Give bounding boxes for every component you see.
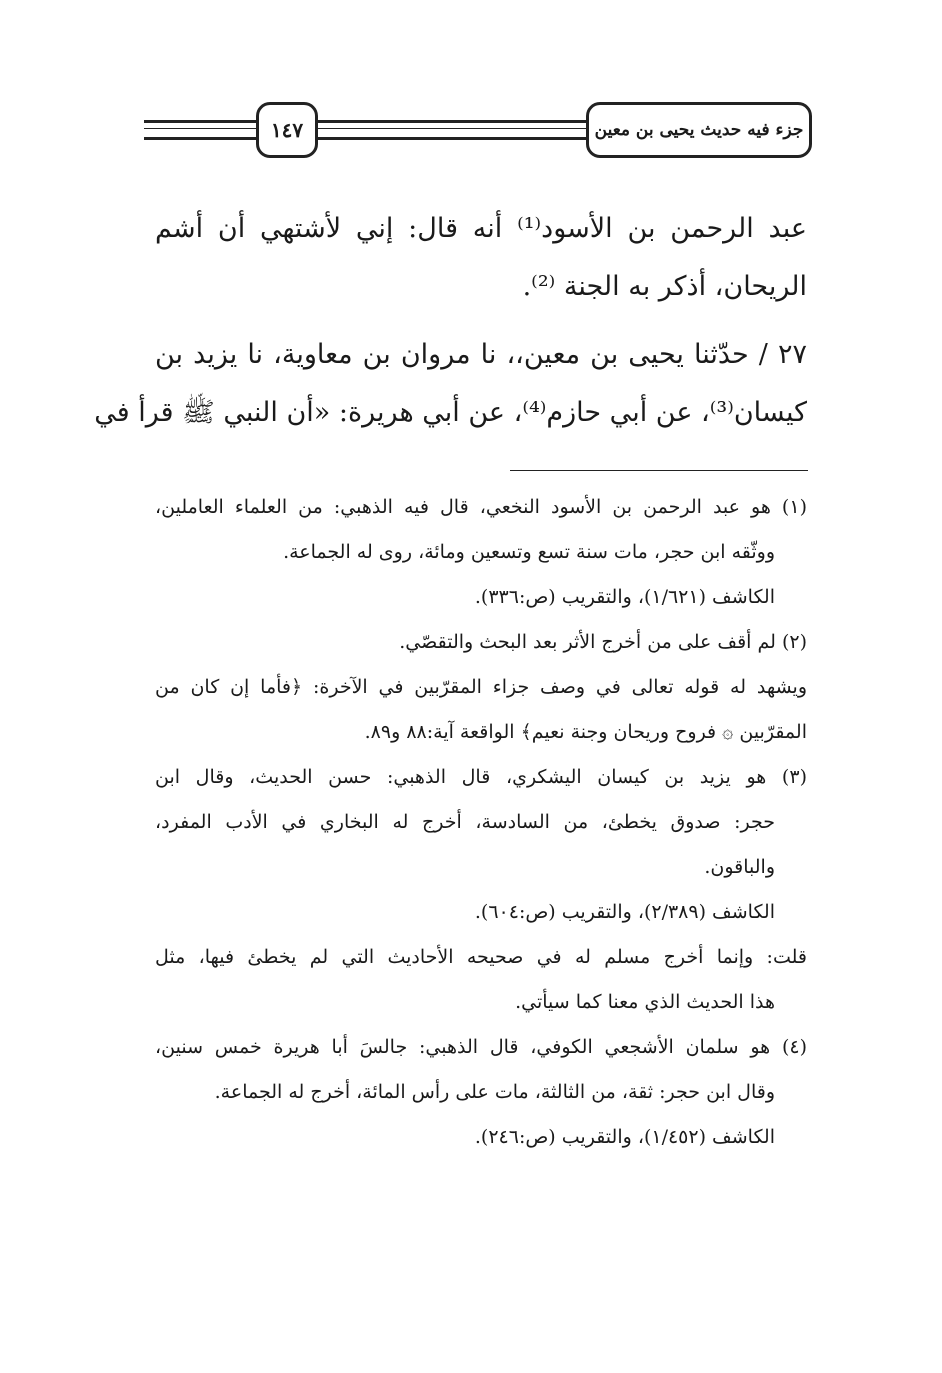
main-text (94, 200, 807, 442)
body-line: الريحان، أذكر به الجنة ⁽²⁾. (522, 271, 807, 302)
footnote-line: ووثّقه ابن حجر، مات سنة تسع وتسعين ومائة، روى له الجماعة. (283, 541, 775, 563)
running-title: جزء فيه حديث يحيى بن معين (586, 102, 812, 158)
page-header (140, 100, 812, 160)
footnote-line: الكاشف (١/٦٢١)، والتقريب (ص:٣٣٦). (474, 586, 775, 608)
footnote-line: حجر: صدوق يخطئ، من السادسة، أخرج له البخاري في الأدب المفرد، (155, 811, 775, 833)
body-line: عبد الرحمن بن الأسود⁽¹⁾ أنه قال: إني لأشتهي أن أشم (155, 213, 807, 244)
body-line: كيسان⁽³⁾، عن أبي حازم⁽⁴⁾، عن أبي هريرة: «أن النبي ﷺ قرأ في (94, 397, 807, 428)
footnote-line: (١) هو عبد الرحمن بن الأسود النخعي، قال فيه الذهبي: من العلماء العاملين، (155, 496, 807, 518)
footnote-separator (510, 470, 808, 471)
footnotes (155, 485, 807, 1160)
footnote-line: الكاشف (١/٤٥٢)، والتقريب (ص:٢٤٦). (474, 1126, 775, 1148)
footnote-line: وقال ابن حجر: ثقة، من الثالثة، مات على رأس المائة، أخرج له الجماعة. (214, 1081, 775, 1103)
footnote-line: هذا الحديث الذي معنا كما سيأتي. (515, 991, 775, 1013)
footnote-line: (٤) هو سلمان الأشجعي الكوفي، قال الذهبي: جالسَ أبا هريرة خمس سنين، (155, 1036, 807, 1058)
footnote-line: (٢) لم أقف على من أخرج الأثر بعد البحث والتقصّي. (399, 631, 807, 653)
footnote-line: المقرّبين ۞ فروح وريحان وجنة نعيم﴾ الواقعة آية:٨٨ و٨٩. (364, 721, 807, 743)
footnote-line: ويشهد له قوله تعالى في وصف جزاء المقرّبين في الآخرة: ﴿فأما إن كان من (155, 676, 807, 698)
body-line: ٢٧ / حدّثنا يحيى بن معين،، نا مروان بن معاوية، نا يزيد بن (155, 339, 807, 370)
header-rule-left (144, 120, 256, 140)
footnote-line: والباقون. (704, 856, 775, 878)
page-number: ١٤٧ (256, 102, 318, 158)
footnote-line: (٣) هو يزيد بن كيسان اليشكري، قال الذهبي: حسن الحديث، وقال ابن (155, 766, 807, 788)
footnote-line: الكاشف (٢/٣٨٩)، والتقريب (ص:٦٠٤). (474, 901, 775, 923)
footnote-line: قلت: وإنما أخرج مسلم له في صحيحه الأحاديث التي لم يخطئ فيها، مثل (155, 946, 807, 968)
